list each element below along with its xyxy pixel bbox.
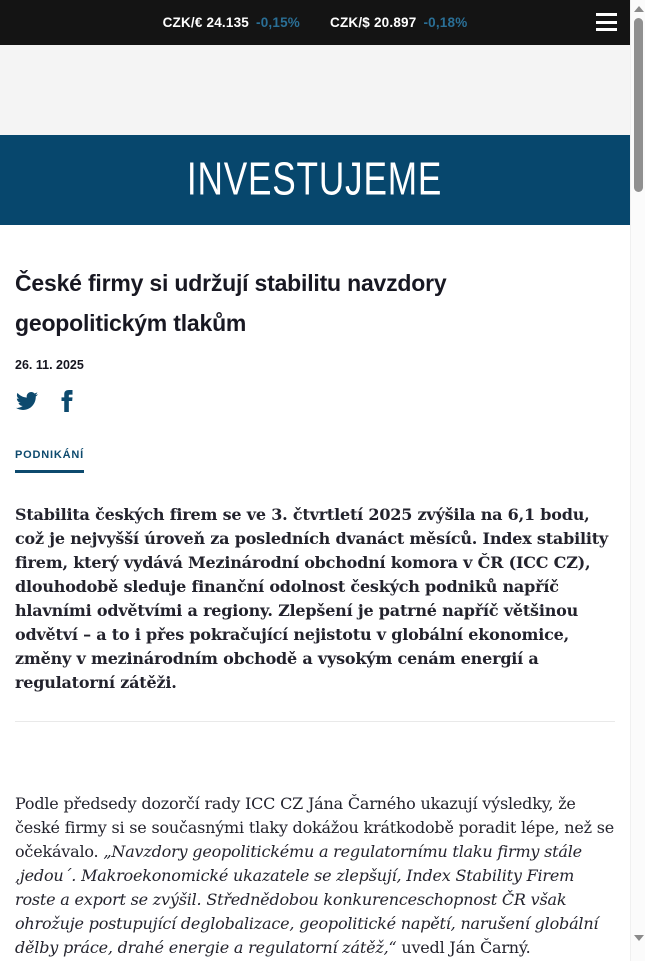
paragraph-outro: uvedl Ján Čarný. — [396, 938, 531, 957]
scroll-down-icon[interactable] — [631, 931, 645, 945]
facebook-icon[interactable] — [55, 389, 79, 413]
article-date: 26. 11. 2025 — [15, 358, 84, 372]
currency-topbar — [0, 0, 630, 45]
rate-czk-eur[interactable] — [163, 15, 300, 30]
currency-rates — [163, 15, 468, 30]
page-title: České firmy si udržují stabilitu navzdory geopolitickým tlakům — [15, 270, 447, 336]
scroll-up-icon[interactable] — [631, 2, 645, 16]
scrollbar-thumb[interactable] — [634, 18, 643, 192]
rate-change: -0,18% — [423, 15, 468, 30]
header-spacer — [0, 45, 630, 135]
divider — [15, 721, 615, 722]
rate-label: CZK/€ 24.135 — [162, 15, 250, 30]
paragraph-intro: Podle předsedy dozorčí rady ICC CZ Jána Čarného ukazují výsledky, že české firmy si se současnými tlaky dokážou krátkodobě poradit lépe, než se očekávalo. — [15, 794, 614, 861]
brand-band[interactable] — [0, 135, 630, 225]
rate-label: CZK/$ 20.897 — [330, 15, 417, 30]
site-logo[interactable]: INVESTUJEME — [187, 153, 443, 206]
paragraph-quote: „Navzdory geopolitickému a regulatornímu tlaku firmy stále ‚jedou´. Makroekonomické ukazatele se zlepšují, Index Stability Firem roste a export se zvýšil. Střednědobou konkurenceschopnost ČR však ohrožuje postupující deglobalizace, geopolitické napětí, narušení globální dělby práce, drahé energie a regulatorní zátěž,“ — [15, 842, 599, 957]
article-lede: Stabilita českých firem se ve 3. čtvrtletí 2025 zvýšila na 6,1 bodu, což je nejvyšší úroveň za posledních dvanáct měsíců. Index stability firem, který vydává Mezinárodní obchodní komora v ČR (ICC CZ), dlouhodobě sleduje finanční odolnost českých podniků napříč hlavními odvětvími a regiony. Zlepšení je patrné napříč většinou odvětví – a to i přes pokračující nejistotu v globální ekonomice, změny v mezinárodním obchodě a vysokým cenám energií a regulatorní zátěži. — [15, 505, 609, 692]
tab-podnikani[interactable]: PODNIKÁNÍ — [15, 449, 84, 473]
article-content — [0, 263, 630, 960]
scrollbar[interactable] — [630, 0, 645, 961]
article-paragraph — [15, 792, 615, 960]
category-row — [15, 413, 615, 473]
rate-change: -0,15% — [256, 15, 300, 30]
rate-czk-usd[interactable] — [330, 15, 467, 30]
twitter-icon[interactable] — [15, 389, 39, 413]
social-share-row — [15, 389, 615, 413]
menu-icon[interactable] — [596, 12, 617, 32]
